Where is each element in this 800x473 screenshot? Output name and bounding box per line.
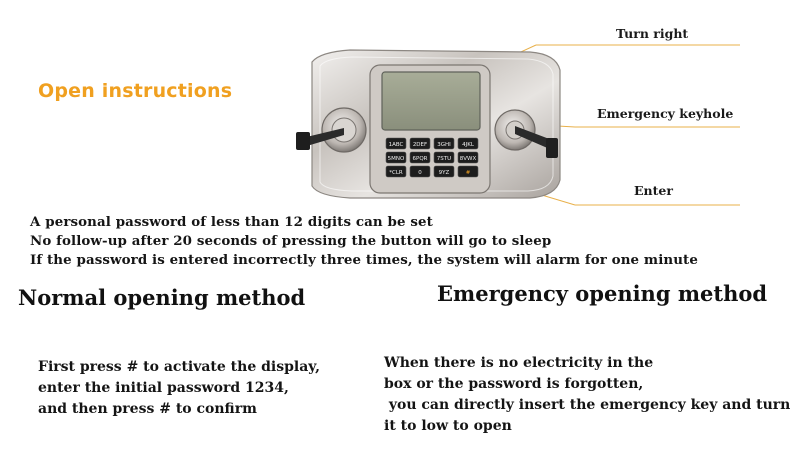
keypad-key[interactable] xyxy=(434,166,454,177)
keypad-key-label: # xyxy=(465,170,471,176)
keypad-key[interactable] xyxy=(386,166,406,177)
instruction-line: No follow-up after 20 seconds of pressing the button will go to sleep xyxy=(30,233,552,249)
callout-turn-right: Turn right xyxy=(616,26,689,41)
text-line: When there is no electricity in the xyxy=(384,355,654,371)
emergency-method-heading: Emergency opening method xyxy=(437,281,768,306)
text-line: and then press # to confirm xyxy=(38,401,257,417)
keypad-key[interactable] xyxy=(434,152,454,163)
keypad-key[interactable] xyxy=(434,138,454,149)
keypad-key-label: 7STU xyxy=(436,156,452,162)
keypad-key[interactable] xyxy=(410,138,430,149)
text-line: box or the password is forgotten, xyxy=(384,376,644,392)
instruction-line: A personal password of less than 12 digits can be set xyxy=(30,214,433,230)
keypad-key[interactable] xyxy=(410,152,430,163)
keypad-key[interactable] xyxy=(458,138,478,149)
emergency-method-text xyxy=(384,353,790,437)
keypad-key-label: *CLR xyxy=(389,170,403,176)
keypad-key-label: 5MNO xyxy=(387,156,405,162)
callout-emergency-keyhole: Emergency keyhole xyxy=(597,106,734,121)
text-line: you can directly insert the emergency key and turn xyxy=(384,397,791,413)
page-title: Open instructions xyxy=(38,80,233,102)
keypad-key[interactable] xyxy=(458,152,478,163)
keypad-key-label: 9YZ xyxy=(438,170,450,176)
keypad-key[interactable] xyxy=(386,152,406,163)
keypad-key-label: 6PQR xyxy=(412,156,428,162)
dial-knob[interactable] xyxy=(296,108,366,152)
instruction-line: If the password is entered incorrectly three times, the system will alarm for one minute xyxy=(30,252,698,268)
normal-method-text xyxy=(38,357,320,420)
keypad-key[interactable] xyxy=(410,166,430,177)
keypad-key-label: 3GHI xyxy=(437,142,451,148)
text-line: First press # to activate the display, xyxy=(38,359,320,375)
enter-key[interactable] xyxy=(458,166,478,177)
keypad-key-label: 8VWX xyxy=(459,156,477,162)
keypad-key-label: 0 xyxy=(418,170,422,176)
text-line: enter the initial password 1234, xyxy=(38,380,289,396)
keypad-key-label: 4JKL xyxy=(462,142,474,148)
keypad-key-label: 2DEF xyxy=(412,142,428,148)
keypad-key-label: 1ABC xyxy=(388,142,404,148)
text-line: it to low to open xyxy=(384,418,512,434)
keypad-key[interactable] xyxy=(386,138,406,149)
normal-method-heading: Normal opening method xyxy=(18,285,306,310)
lcd-screen xyxy=(382,72,480,130)
callout-enter: Enter xyxy=(634,183,673,198)
